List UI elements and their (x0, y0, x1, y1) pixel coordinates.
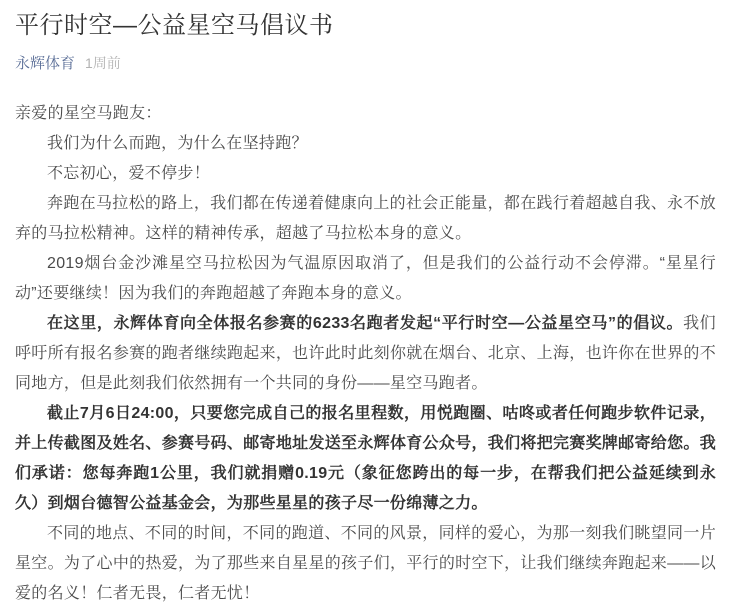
article-meta (15, 53, 716, 74)
paragraph (15, 309, 716, 399)
paragraph-text: 奔跑在马拉松的路上，我们都在传递着健康向上的社会正能量，都在践行着超越自我、永不放弃的马拉松精神。这样的精神传承，超越了马拉松本身的意义。 (15, 195, 716, 242)
author-link[interactable]: 永辉体育 (15, 55, 76, 72)
paragraph-text: 2019烟台金沙滩星空马拉松因为气温原因取消了，但是我们的公益行动不会停滞。“星星行动”还要继续！因为我们的奔跑超越了奔跑本身的意义。 (15, 255, 716, 302)
paragraph-text: 不同的地点、不同的时间，不同的跑道、不同的风景，同样的爱心，为那一刻我们眺望同一片星空。为了心中的热爱，为了那些来自星星的孩子们，平行的时空下，让我们继续奔跑起来——以爱的名义！仁者无畏，仁者无忧！ (15, 525, 716, 602)
paragraph (15, 189, 716, 249)
paragraph (15, 159, 716, 189)
paragraph (15, 519, 716, 609)
paragraph (15, 99, 716, 129)
paragraph (15, 399, 716, 519)
paragraph-text: 不忘初心，爱不停步！ (47, 165, 211, 182)
paragraph (15, 129, 716, 159)
paragraph-text: 我们为什么而跑，为什么在坚持跑？ (47, 135, 308, 152)
paragraph-text-bold: 在这里，永辉体育向全体报名参赛的6233名跑者发起“平行时空—公益星空马”的倡议。 (47, 315, 684, 332)
publish-time: 1周前 (85, 55, 121, 71)
paragraph-text: 我们呼吁所有报名参赛的跑者继续跑起来，也许此时此刻你就在烟台、北京、上海，也许你在世界的不同地方，但是此刻我们依然拥有一个共同的身份——星空马跑者。 (15, 315, 716, 392)
article-body (15, 99, 716, 609)
paragraph-text: 亲爱的星空马跑友： (15, 105, 162, 122)
paragraph (15, 249, 716, 309)
paragraph-text-bold: 截止7月6日24:00，只要您完成自己的报名里程数，用悦跑圈、咕咚或者任何跑步软件记录，并上传截图及姓名、参赛号码、邮寄地址发送至永辉体育公众号，我们将把完赛奖牌邮寄给您。我们承诺：您每奔跑1公里，我们就捐赠0.19元（象征您跨出的每一步，在帮我们把公益延续到永久）到烟台德智公益基金会，为那些星星的孩子尽一份绵薄之力。 (15, 405, 716, 512)
article-title: 平行时空—公益星空马倡议书 (15, 12, 334, 39)
